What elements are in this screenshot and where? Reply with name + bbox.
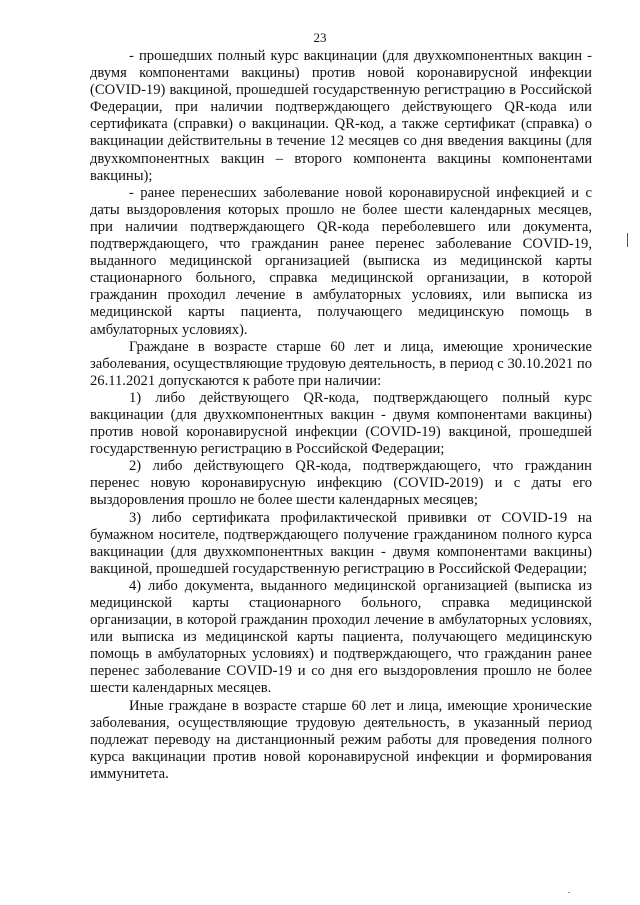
scan-artifact-mark <box>627 233 628 247</box>
page-number: 23 <box>313 30 327 45</box>
paragraph-vaccinated-persons: - прошедших полный курс вакцинации (для двухкомпонентных вакцин - двумя компонентами вакцины) против новой коронавирусной инфекции (COVID-19) вакциной, прошедшей государственную регистрацию в Российской Федерации, при наличии подтверждающего действующего QR-кода или сертификата (справки) о вакцинации. QR-код, а также сертификат (справка) о вакцинации действительны в течение 12 месяцев со дня введения вакцины (для двухкомпонентных вакцин – второго компонента вакцины компонентами вакцины); <box>90 48 592 184</box>
paragraph-remote-work: Иные граждане в возрасте старше 60 лет и лица, имеющие хронические заболевания, осуществляющие трудовую деятельность, в указанный период подлежат переводу на дистанционный режим работы для проведения полного курса вакцинации против новой коронавирусной инфекции и формирования иммунитета. <box>90 697 592 782</box>
paragraph-citizens-over-60: Граждане в возрасте старше 60 лет и лица, имеющие хронические заболевания, осуществляющие трудовую деятельность, в период с 30.10.2021 по 26.11.2021 допускаются к работе при наличии: <box>90 338 592 389</box>
document-body <box>90 48 592 783</box>
scan-artifact-dot <box>568 892 570 893</box>
list-item-4-medical-document: 4) либо документа, выданного медицинской организацией (выписка из медицинской карты стационарного больного, справка медицинской организации, в которой гражданин проходил лечение в амбулаторных условиях, или выписка из медицинской карты пациента, получающего медицинскую помощь в амбулаторных условиях) и подтверждающего, что гражданин ранее перенес заболевание COVID-19 и со дня его выздоровления прошло не более шести календарных месяцев. <box>90 577 592 697</box>
list-item-3-certificate: 3) либо сертификата профилактической прививки от COVID-19 на бумажном носителе, подтверждающего получение гражданином полного курса вакцинации (для двухкомпонентных вакцин - двумя компонентами вакцины) вакциной, прошедшей государственную регистрацию в Российской Федерации; <box>90 509 592 577</box>
paragraph-recovered-persons: - ранее перенесших заболевание новой коронавирусной инфекцией и с даты выздоровления которых прошло не более шести календарных месяцев, при наличии подтверждающего QR-кода переболевшего или документа, подтверждающего, что гражданин ранее перенес заболевание COVID-19, выданного медицинской организацией (выписка из медицинской карты стационарного больного, справка медицинской организации, в которой гражданин проходил лечение в амбулаторных условиях, или выписка из медицинской карты пациента, получающего медицинскую помощь в амбулаторных условиях). <box>90 184 592 338</box>
list-item-2-qr-recovered: 2) либо действующего QR-кода, подтверждающего, что гражданин перенес новую коронавирусную инфекцию (COVID-2019) и с даты его выздоровления прошло не более шести календарных месяцев; <box>90 458 592 509</box>
list-item-1-qr-code: 1) либо действующего QR-кода, подтверждающего полный курс вакцинации (для двухкомпонентных вакцин - двумя компонентами вакцины) против новой коронавирусной инфекции (COVID-19) вакциной, прошедшей государственную регистрацию в Российской Федерации; <box>90 389 592 458</box>
